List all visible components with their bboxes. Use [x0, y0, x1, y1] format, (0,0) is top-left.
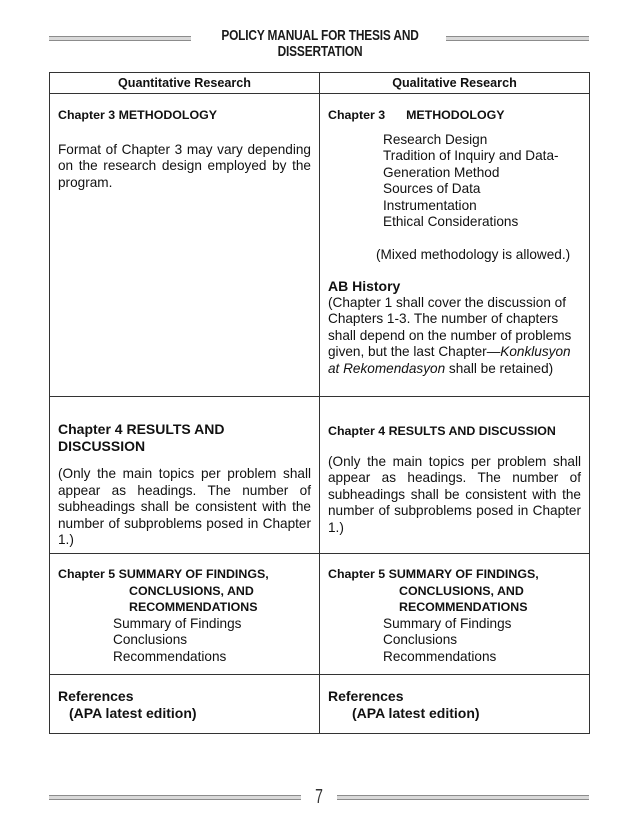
page-header — [0, 28, 638, 60]
list-item: Summary of Findings — [113, 615, 242, 631]
references-heading-left: References — [58, 688, 134, 704]
list-item: Generation Method — [383, 164, 500, 180]
cell-qualitative-chapter-3 — [320, 94, 590, 397]
list-item: Conclusions — [383, 632, 458, 647]
cell-qualitative-chapter-4 — [320, 397, 590, 554]
header-title: POLICY MANUAL FOR THESIS AND DISSERTATION — [221, 28, 419, 60]
header-rule-left — [49, 36, 191, 41]
list-item: Conclusions — [113, 632, 188, 647]
list-item: Sources of Data — [383, 181, 481, 196]
chapter-3-heading-left: Chapter 3 METHODOLOGY — [58, 108, 218, 122]
list-item: Ethical Considerations — [383, 214, 519, 229]
chapter-5-heading-line-3: RECOMMENDATIONS — [399, 600, 528, 614]
cell-quantitative-chapter-3 — [50, 94, 320, 397]
chapter-5-heading-line-2: CONCLUSIONS, AND — [399, 583, 524, 598]
list-item: Recommendations — [383, 648, 497, 664]
chapter-4-text-right: (Only the main topics per problem shall appear as headings. The number of subheadings shall be consistent with the number of subproblems posed in Chapter 1.) — [328, 453, 581, 535]
references-sub-right: (APA latest edition) — [352, 704, 480, 721]
page-number: 7 — [315, 786, 323, 808]
ab-history-text: (Chapter 1 shall cover the discussion of Chapters 1-3. The number of chapters shall depend on the number of problems given, but the last Chapter—Konklusyon at Rekomendasyon shall be retained) — [328, 294, 572, 376]
footer-rule-right — [337, 795, 589, 800]
cell-quantitative-chapter-5 — [50, 554, 320, 675]
chapter-5-heading-line-1: Chapter 5 SUMMARY OF FINDINGS, — [58, 567, 269, 581]
chapter-3-number: Chapter 3 — [328, 108, 386, 122]
footer-rule-left — [49, 795, 301, 800]
ab-history-italic-title: Konklusyon at Rekomendasyon — [328, 344, 571, 376]
chapter-3-heading-right — [328, 107, 581, 124]
list-item: Tradition of Inquiry and Data- — [383, 148, 559, 163]
list-item: Summary of Findings — [383, 615, 512, 631]
references-sub-left: (APA latest edition) — [69, 704, 197, 721]
header-rule-right — [446, 36, 589, 41]
chapter-4-heading-right: Chapter 4 RESULTS AND DISCUSSION — [328, 424, 556, 438]
cell-qualitative-references — [320, 675, 590, 734]
list-item: Instrumentation — [383, 197, 477, 213]
table-row-chapter-3 — [50, 94, 590, 397]
page-footer — [0, 786, 638, 810]
chapter-5-block-right — [328, 566, 581, 665]
chapter-4-text-left: (Only the main topics per problem shall appear as headings. The number of subheadings shall be consistent with the number of subproblems posed in Chapter 1.) — [58, 466, 311, 547]
chapter-5-heading-line-1: Chapter 5 SUMMARY OF FINDINGS, — [328, 567, 539, 581]
table-header-row — [50, 73, 590, 94]
references-heading-right: References — [328, 688, 404, 704]
chapter-5-heading-line-2: CONCLUSIONS, AND — [129, 583, 254, 598]
table-row-chapter-5 — [50, 554, 590, 675]
list-item: Research Design — [383, 131, 488, 147]
table-row-chapter-4 — [50, 397, 590, 554]
chapter-5-block-left — [58, 566, 311, 665]
chapter-3-item-list — [328, 132, 581, 231]
cell-quantitative-references — [50, 675, 320, 734]
column-header-quantitative: Quantitative Research — [50, 73, 320, 94]
ab-history-heading: AB History — [328, 278, 401, 294]
cell-qualitative-chapter-5 — [320, 554, 590, 675]
mixed-methodology-note: (Mixed methodology is allowed.) — [376, 246, 571, 262]
comparison-table — [49, 72, 590, 734]
chapter-3-title: METHODOLOGY — [406, 108, 505, 122]
list-item: Recommendations — [113, 648, 227, 664]
cell-quantitative-chapter-4 — [50, 397, 320, 554]
column-header-qualitative: Qualitative Research — [320, 73, 590, 94]
table-row-references — [50, 675, 590, 734]
chapter-3-text-left: Format of Chapter 3 may vary depending on the research design employed by the program. — [58, 141, 311, 190]
chapter-5-heading-line-3: RECOMMENDATIONS — [129, 600, 258, 614]
chapter-4-heading-left: Chapter 4 RESULTS AND DISCUSSION — [58, 421, 225, 454]
